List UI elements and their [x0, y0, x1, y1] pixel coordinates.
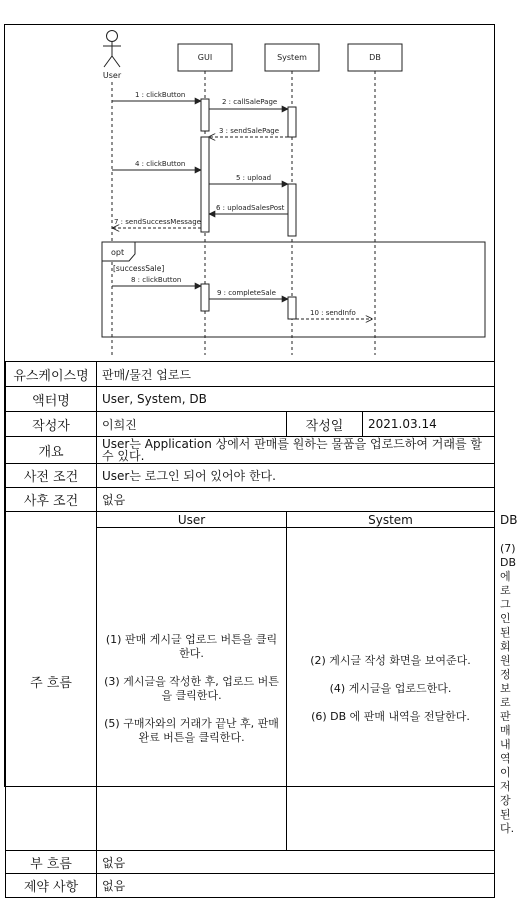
row-main-flow-steps: (1) 판매 게시글 업로드 버튼을 클릭한다. (3) 게시글을 작성한 후, 업로드 버튼을 클릭한다. (5) 구매자와의 거래가 끝난 후, 판매 완료 버튼을 클릭한다. (2) 게시글 작성 화면을 보여준다. (4) 게시글을 업로드한다. (6) DB 에 판매 내역을 전달한다. (7) DB에 로그인된 회원 정보로 판매 내역이 저장된다. — [6, 528, 495, 851]
activation-system-3 — [288, 297, 296, 319]
usecase-name-value: 판매/물건 업로드 — [97, 362, 495, 387]
activation-system-2 — [288, 184, 296, 236]
message-6-label: 6 : uploadSalesPost — [216, 204, 285, 212]
system-step: (4) 게시글을 업로드한다. — [329, 682, 452, 695]
message-10-label: 10 : sendInfo — [310, 309, 356, 317]
overview-value: User는 Application 상에서 판매를 원하는 물품을 업로드하여 거래를 할 수 있다. — [97, 437, 495, 464]
main-flow-label: 주 흐름 — [6, 512, 97, 851]
use-case-spec-table — [5, 361, 518, 898]
row-constraints — [6, 874, 495, 898]
opt-guard: [successSale] — [113, 264, 165, 273]
system-steps-cell — [287, 528, 495, 851]
column-user-header: User — [97, 512, 287, 528]
sub-flow-label: 부 흐름 — [6, 851, 97, 874]
lifeline-system-label: System — [277, 53, 307, 62]
column-system-header: System — [287, 512, 495, 528]
row-postcondition — [6, 488, 495, 512]
lifeline-db-head — [348, 44, 402, 71]
author-value: 이희진 — [97, 412, 287, 437]
lifeline-db-label: DB — [369, 53, 381, 62]
lifeline-gui-head — [178, 44, 232, 71]
postcondition-label: 사후 조건 — [6, 488, 97, 512]
sequence-diagram — [5, 25, 494, 361]
message-1-label: 1 : clickButton — [135, 91, 186, 99]
constraints-value: 없음 — [97, 874, 495, 898]
system-step: (6) DB 에 판매 내역을 전달한다. — [311, 710, 470, 723]
precondition-label: 사전 조건 — [6, 464, 97, 488]
lifeline-system-head — [265, 44, 319, 71]
activation-gui-1 — [201, 99, 209, 131]
precondition-value: User는 로그인 되어 있어야 한다. — [97, 464, 495, 488]
message-5-label: 5 : upload — [236, 174, 272, 182]
activation-gui-3 — [201, 284, 209, 311]
row-overview — [6, 437, 495, 464]
message-7-label: 7 : sendSuccessMessage — [114, 218, 201, 226]
opt-operator: opt — [111, 248, 125, 257]
date-label: 작성일 — [287, 412, 363, 437]
message-3-label: 3 : sendSalePage — [219, 127, 280, 135]
use-case-document — [4, 24, 518, 895]
actor-user-figure — [103, 31, 121, 68]
usecase-name-label: 유스케이스명 — [6, 362, 97, 387]
user-steps-cell — [97, 528, 287, 851]
activation-gui-2 — [201, 137, 209, 232]
overview-label: 개요 — [6, 437, 97, 464]
user-step: (1) 판매 게시글 업로드 버튼을 클릭한다. — [105, 633, 278, 660]
message-4-label: 4 : clickButton — [135, 160, 186, 168]
message-8-label: 8 : clickButton — [131, 276, 182, 284]
author-label: 작성자 — [6, 412, 97, 437]
user-step: (3) 게시글을 작성한 후, 업로드 버튼을 클릭한다. — [104, 675, 279, 702]
user-step: (5) 구매자와의 거래가 끝난 후, 판매 완료 버튼을 클릭한다. — [104, 717, 279, 744]
row-actor — [6, 387, 495, 412]
actor-value: User, System, DB — [97, 387, 495, 412]
lifeline-gui-label: GUI — [197, 53, 213, 62]
constraints-label: 제약 사항 — [6, 874, 97, 898]
actor-label: 액터명 — [6, 387, 97, 412]
date-value: 2021.03.14 — [363, 412, 495, 437]
postcondition-value: 없음 — [97, 488, 495, 512]
message-2-label: 2 : callSalePage — [222, 98, 278, 106]
sub-flow-value: 없음 — [97, 851, 495, 874]
message-9-label: 9 : completeSale — [217, 289, 276, 297]
system-step: (2) 게시글 작성 화면을 보여준다. — [310, 654, 471, 667]
row-precondition — [6, 464, 495, 488]
row-main-flow-header: 주 흐름 User System DB — [6, 512, 495, 528]
row-author — [6, 412, 495, 437]
row-usecase-name — [6, 362, 495, 387]
actor-user-label: User — [102, 71, 122, 80]
opt-fragment — [102, 242, 485, 337]
activation-system-1 — [288, 107, 296, 137]
row-sub-flow — [6, 851, 495, 874]
